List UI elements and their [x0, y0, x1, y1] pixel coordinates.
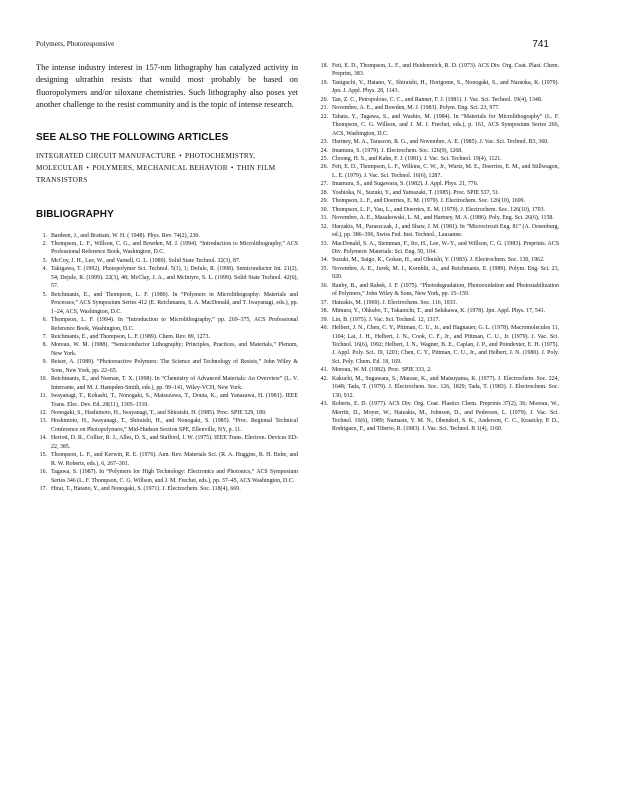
- reference-number: 40.: [320, 325, 328, 332]
- reference-item: [317, 316, 559, 324]
- reference-item: [317, 79, 559, 96]
- reference-item: [36, 468, 298, 485]
- reference-text: Kakuchi, M., Sugawara, S., Murase, K., and Matsuyama, K. (1977). J. Electrochem. Soc. 224, 1648; Tada, T. (1979). J. Electrochem. Soc. 126, 1829; Tada, T. (1983). J. Electrochem. Soc. 130, 912.: [332, 375, 559, 399]
- reference-item: [36, 485, 298, 493]
- see-also-item[interactable]: POLYMERS, MECHANICAL BEHAVIOR: [92, 163, 228, 172]
- reference-number: 15.: [39, 452, 47, 459]
- reference-item: [317, 375, 559, 400]
- reference-number: 18.: [320, 63, 328, 69]
- reference-text: Hatzakis, M. (1969). J. Electrochem. Soc. 116, 1033.: [332, 299, 457, 306]
- reference-text: Tabata, Y., Tagawa, S., and Washio, M. (1984). In “Materials for Microlithography” (L. F. Thompson, C. G. Willson, and J. M. J. Frechet, eds.), p. 161, ACS Symposium Series 266, ACS, Washington, D.C.: [332, 113, 559, 137]
- reference-item: [317, 400, 559, 434]
- reference-number: 27.: [320, 181, 328, 188]
- reference-number: 37.: [320, 299, 328, 306]
- reference-item: [36, 232, 298, 240]
- reference-item: [36, 265, 298, 290]
- reference-item: [36, 341, 298, 358]
- reference-number: 25.: [320, 155, 328, 162]
- reference-text: Thompson, L. F., and Kerwin, R. E. (1976). Ann. Rev. Materials Sci. (R. A. Huggins, R. H. Bube, and R. W. Roberts, eds.), 6, 267–301.: [51, 452, 298, 467]
- reference-item: [36, 451, 298, 468]
- reference-item: [317, 155, 559, 163]
- reference-number: 20.: [320, 96, 328, 103]
- reference-number: 2.: [42, 240, 47, 247]
- reference-text: Tagawa, S. (1987). In “Polymers for High Technology: Electronics and Photonics,” ACS Symposium Series 346 (L. F. Thompson, C. G. Willson, and J. M. Frechet, eds.), pp. 37–45, ACS Washington, D.C.: [51, 469, 298, 484]
- reference-number: 38.: [320, 308, 328, 315]
- reference-item: [36, 291, 298, 316]
- reference-text: Tan, Z. C., Petropolous, C. C., and Ranner, F. J. (1981). J. Vac. Sci. Technol. 19(4), 1348.: [332, 96, 543, 103]
- reference-item: [317, 62, 559, 79]
- reference-number: 10.: [39, 376, 47, 383]
- reference-number: 12.: [39, 410, 47, 417]
- see-also-list: [36, 150, 298, 187]
- reference-item: [317, 206, 559, 214]
- reference-text: Feit, E. D., Thompson, L. F., and Heidenreich, R. D. (1973). ACS Div. Org. Coat. Plast. Chem. Preprint, 383.: [332, 63, 559, 78]
- reference-item: [36, 316, 298, 333]
- reference-number: 28.: [320, 189, 328, 196]
- reference-item: [36, 358, 298, 375]
- reference-text: Reichmanis, E., and Thompson, L. F. (1989). Chem. Rev. 89, 1273.: [51, 333, 210, 340]
- reference-item: [317, 240, 559, 257]
- reference-number: 7.: [42, 333, 47, 340]
- reference-text: Reiser, A. (1989). “Photoreactive Polymers: The Science and Technology of Resists,” John Wiley & Sons, New York, pp. 22–65.: [51, 359, 298, 374]
- reference-text: Helbert, J. N., Chen, C. Y., Pittman, C. U., Jr., and Hagnauer, G. L. (1978). Macromolecules 11, 1104; Lai, J. H., Helbert, J. N., Cook, C. F., Jr., and Pittman, C. U., Jr. (1979). J. Vac. Sci. Technol. 16(6), 1992; Helbert, J. N., Wagner, B. E., Caplan, J. P., and Poindexter, E. H. (1975). J. Appl. Poly. Sci. 19, 1201; Chen, C. Y., Pittman, C. U., Jr., and Helbert, J. N. (1980). J. Poly. Sci. Poly. Chem. Ed. 18, 169.: [332, 325, 559, 365]
- reference-number: 30.: [320, 206, 328, 213]
- reference-number: 34.: [320, 257, 328, 264]
- reference-item: [317, 197, 559, 205]
- reference-text: Bardeen, J., and Brattain, W. H. ( 1948). Phys. Rev. 74(2), 230.: [51, 232, 200, 239]
- reference-item: [317, 189, 559, 197]
- reference-number: 9.: [42, 359, 47, 366]
- reference-text: Hoshimoto, H., Iwayanagi, T., Shiraishi, H., and Nonogaki, S. (1985). “Proc. Regional Technical Conference on Photopolymers,” Mid-Hudson Section SPE, Ellenville, NY, p. 11.: [51, 418, 298, 433]
- reference-text: Feit, E. D., Thompson, L. F., Wilkins, C. W., Jr., Wurtz, M. E., Doerries, E. M., and Stillwagon, L. E. (1979). J. Vac. Sci. Technol. 16(6), 1287.: [332, 164, 559, 179]
- reference-item: [36, 257, 298, 265]
- reference-text: Ranby, B., and Rabek, J. F. (1975). “Photodegradation, Photooxidation and Photostabilization of Polymers,” John Wiley & Sons, New York, pp. 15–159.: [332, 282, 559, 298]
- reference-text: McCoy, J. H., Lee, W., and Varnell, G. L. (1989). Solid State Technol. 32(3), 87.: [51, 257, 241, 264]
- reference-text: Taniguchi, Y., Hatano, Y., Shiraishi, H., Horigome, S., Nonogaki, S., and Naraoka, K. (1979). Jpn. J. Appl. Phys. 28, 1143.: [332, 79, 559, 95]
- reference-number: 31.: [320, 215, 328, 222]
- see-also-item[interactable]: PHOTOCHEMISTRY, MOLECULAR: [36, 151, 256, 172]
- reference-number: 23.: [320, 139, 328, 146]
- reference-item: [317, 366, 559, 374]
- reference-number: 24.: [320, 147, 328, 154]
- reference-text: Imamura, S., and Sugawara, S. (1982). J. Appl. Phys. 21, 776.: [332, 181, 479, 188]
- reference-item: [36, 409, 298, 417]
- reference-text: Reichmanis, E., and Thompson, L. F. (1989). In “Polymers in Microlithography: Materials and Processes,” ACS Symposium Series 412 (E. Reichmanis, S. A. MacDonald, and T. Iwayanagi, eds.), pp. 1–24, ACS, Washington, D.C.: [51, 291, 298, 315]
- reference-text: MacDonald, S. A., Steinman, F., Ito, H., Lee, W.-Y., and Willson, C. G. (1983). Preprints. ACS Div. Polymeric Materials: Sci. Eng. 50, 104.: [332, 240, 559, 255]
- reference-item: [317, 307, 559, 315]
- reference-text: Harzakis, M., Paraszczak, J., and Shaw, J. M. (1981). In “Microcircuit Eng. 81” (A. Oosenburg, ed.), pp. 386–396, Swiss Fed. Inst. Technol., Lausanne.: [332, 223, 559, 239]
- reference-number: 17.: [39, 486, 47, 493]
- bibliography-heading: BIBLIOGRAPHY: [36, 208, 114, 220]
- reference-number: 4.: [42, 266, 47, 273]
- reference-number: 22.: [320, 113, 328, 120]
- bibliography-list-right: [317, 62, 559, 434]
- reference-item: [317, 282, 559, 299]
- reference-number: 32.: [320, 223, 328, 230]
- reference-item: [317, 104, 559, 112]
- reference-text: Reichmanis, E., and Neenan, T. X. (1998). In “Chemistry of Advanced Materials: An Overview” (L. V. Interrante, and M. J. Hampden-Smith, eds.), pp. 99–141, Wiley-VCH, New York.: [51, 376, 298, 391]
- reference-number: 16.: [39, 469, 47, 476]
- reference-text: Heriott, D. R., Collier, R. J., Alles, D. S., and Stafford, J. W. (1975). IEEE Trans. Electron. Devices ED-22, 385.: [51, 435, 298, 450]
- reference-text: Suzuki, M., Saigo, K., Gokan, H., and Ohnishi, Y. (1983). J. Electrochem. Soc. 130, 1962.: [332, 257, 545, 264]
- reference-text: Moreau, W. M. (1988). “Semiconductor Lithography; Principles, Practices, and Materials,” Plenum, New York.: [51, 342, 298, 357]
- bibliography-list-left: [36, 232, 298, 494]
- reference-number: 36.: [320, 282, 328, 289]
- bullet-separator: •: [86, 163, 90, 172]
- reference-number: 29.: [320, 198, 328, 205]
- reference-number: 35.: [320, 265, 328, 272]
- reference-text: Imamura, S. (1979). J. Electrochem. Soc. 126(9), 1268.: [332, 147, 463, 154]
- reference-number: 43.: [320, 401, 328, 408]
- bullet-separator: •: [230, 163, 234, 172]
- reference-number: 13.: [39, 418, 47, 425]
- running-head: Polymers, Photoresponsive: [36, 40, 115, 48]
- reference-number: 42.: [320, 375, 328, 382]
- reference-item: [36, 240, 298, 257]
- reference-text: Novembre, A. E., and Bowden, M. J. (1983). Polym. Eng. Sci. 23, 977.: [332, 105, 500, 112]
- reference-text: Thompson, L. F. (1994). In “Introduction to Microlithography,” pp. 269–375, ACS Professional Reference Book, Washington, D.C.: [51, 317, 298, 332]
- reference-text: Roberts, E. D. (1977). ACS Div. Org. Coat. Plastics Chem. Preprints 37(2), 36; Moreau, W., Merritt, D., Moyer, W., Hatzakis, M., Johnson, D., and Pederson, L. (1979). J. Vac. Sci. Technol. 16(6), 1989; Namaste, Y. M. N., Obendorf, S. K., Anderson, C. C., Krasicky, P. D., Rodriguez, F., and Tiberio, R. (1983). J. Vac. Sci. Technol. B 1(4), 1160.: [332, 401, 559, 433]
- left-column: [36, 62, 298, 494]
- reference-text: Novembre, A. E., Masakowski, L. M., and Hartney, M. A. (1986). Poly. Eng. Sci. 26(6), 1158.: [332, 215, 554, 222]
- page-number: 741: [532, 39, 549, 50]
- reference-number: 21.: [320, 105, 328, 112]
- reference-text: Moreau, W. M. (1982). Proc. SPIE 333, 2.: [332, 367, 432, 374]
- reference-item: [317, 324, 559, 366]
- reference-item: [317, 163, 559, 180]
- reference-item: [317, 214, 559, 222]
- reference-number: 14.: [39, 435, 47, 442]
- reference-item: [317, 138, 559, 146]
- reference-text: Iwayanagi, T., Kohashi, T., Nonogaki, S., Matsuzawa, T., Douta, K., and Yanazawa, H. (1981). IEEE Trans. Elec. Dev. Ed. 28(11), 1305–1310.: [51, 393, 298, 408]
- reference-text: Thompson, L. F., Willson, C. G., and Bowden, M. J. (1994). “Introduction to Microlithography,” ACS Professional Reference Book, Washington, D.C.: [51, 240, 298, 256]
- reference-number: 41.: [320, 367, 328, 374]
- reference-number: 3.: [42, 257, 47, 264]
- right-column: [317, 62, 559, 434]
- reference-text: Choong, H. S., and Kahn, F. J. (1981). J. Vac. Sci. Technol. 19(4), 1121.: [332, 155, 502, 162]
- reference-number: 6.: [42, 317, 47, 324]
- reference-text: Lin, B. (1975). J. Vac. Sci. Technol. 12, 1317.: [332, 316, 440, 323]
- reference-text: Thompson, L. F., Yau, L., and Doerries, E. M. (1979). J. Electrochem. Soc. 126(10), 1703.: [332, 206, 546, 213]
- reference-item: [36, 333, 298, 341]
- reference-item: [317, 147, 559, 155]
- see-also-item[interactable]: INTEGRATED CIRCUIT MANUFACTURE: [36, 151, 177, 160]
- reference-text: Thompson, L. F., and Doerries, E. M. (1979). J. Electrochem. Soc. 126(10), 1699.: [332, 198, 526, 205]
- reference-item: [317, 180, 559, 188]
- reference-item: [317, 299, 559, 307]
- reference-text: Hartney, M. A., Tarascon, R. G., and Novembre, A. E. (1985). J. Vac. Sci. Technol. B3, 360.: [332, 139, 549, 146]
- reference-text: Yoshioka, N., Suzuki, Y., and Yamazaki, T. (1985). Proc. SPIE 537, 51.: [332, 189, 500, 196]
- reference-number: 19.: [320, 79, 328, 86]
- reference-item: [36, 375, 298, 392]
- reference-text: Mimura, Y., Ohkubo, T., Takanichi, T., and Sekikawa, K. (1978). Jpn. Appl. Phys. 17, 541.: [332, 308, 546, 315]
- reference-number: 8.: [42, 342, 47, 349]
- reference-item: [36, 417, 298, 434]
- reference-item: [317, 113, 559, 138]
- reference-number: 5.: [42, 291, 47, 298]
- see-also-item[interactable]: THIN FILM TRANSISTORS: [36, 163, 276, 185]
- reference-text: Hirai, T., Hatano, Y., and Nonogaki, S. (1971). J. Electrochem. Soc. 118(4), 669.: [51, 486, 241, 493]
- reference-item: [317, 256, 559, 264]
- reference-number: 26.: [320, 164, 328, 171]
- reference-item: [36, 392, 298, 409]
- reference-item: [317, 265, 559, 282]
- intro-paragraph: The intense industry interest in 157-nm lithography has catalyzed activity in designing ultrathin resists that would most probably be based on fluoropolymers and/or siloxane chemistries. Such lithography also poses yet another challenge to the resist community and is the topic of intense research.: [36, 63, 298, 110]
- reference-number: 1.: [42, 232, 47, 239]
- see-also-heading: SEE ALSO THE FOLLOWING ARTICLES: [36, 131, 229, 143]
- reference-item: [317, 223, 559, 240]
- reference-text: Novembre, A. E., Jurek, M. J., Kornblit, A., and Reichmanis, E. (1989). Polym. Eng. Sci. 23, 920.: [332, 265, 559, 281]
- bullet-separator: •: [179, 151, 182, 160]
- reference-item: [36, 434, 298, 451]
- reference-item: [317, 96, 559, 104]
- reference-number: 39.: [320, 316, 328, 323]
- reference-text: Takigawa, T. (1992). Photopolymer Sci. Technol. 5(1), 1; DeJule, R. (1998). Semiconductor Int. 21(2), 54; Dejule, R. (1999). 22(3), 48; McClay, J. A., and McIntyre, S. L. (1999). Solid State Technol. 42(6), 57.: [51, 266, 298, 290]
- reference-text: Nonogaki, S., Hashimoto, H., Iwayanagi, T., and Shiraishi, H. (1985). Proc. SPIE 529, 189.: [51, 410, 267, 417]
- reference-number: 11.: [39, 393, 47, 400]
- reference-number: 33.: [320, 240, 328, 247]
